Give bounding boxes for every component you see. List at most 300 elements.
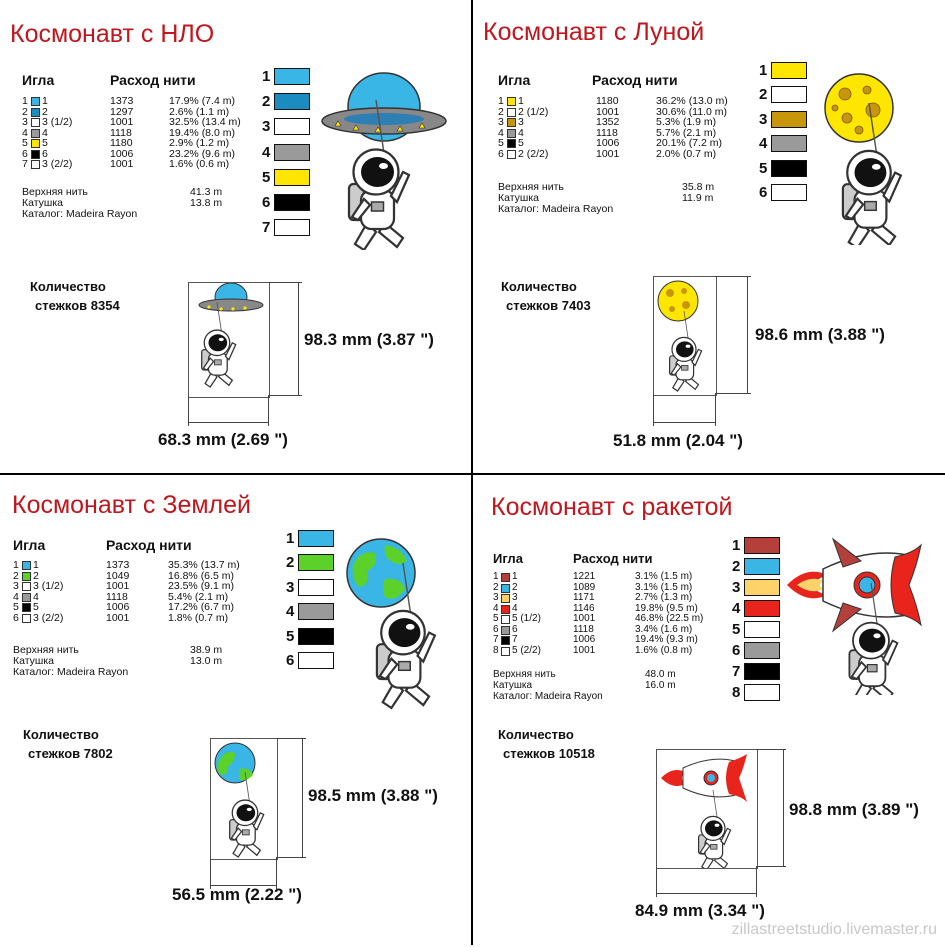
thread-row-number: 2 bbox=[13, 569, 19, 582]
thread-color-swatch bbox=[501, 626, 510, 635]
thread-color-swatch bbox=[507, 108, 516, 117]
stitch-value: 1352 bbox=[596, 116, 620, 128]
dimension-tick bbox=[715, 394, 716, 426]
palette-color-box bbox=[771, 86, 807, 103]
stitch-count-value: стежков 7802 bbox=[28, 746, 113, 761]
top-thread-label: Верхняя нить bbox=[13, 644, 79, 656]
palette-number: 5 bbox=[262, 168, 271, 186]
thread-header: Расход нити bbox=[110, 72, 196, 88]
palette-color-box bbox=[274, 219, 310, 236]
needle-value: 5 bbox=[33, 601, 39, 613]
thread-color-swatch bbox=[501, 605, 510, 614]
stitch-value: 1006 bbox=[110, 147, 134, 160]
thread-row-number: 2 bbox=[498, 105, 504, 118]
stitch-value: 1001 bbox=[596, 105, 620, 118]
rocket-astronaut-illustration bbox=[783, 535, 935, 695]
thread-row-number: 8 bbox=[493, 644, 499, 656]
bobbin-value: 13.8 m bbox=[190, 197, 223, 209]
thread-row-number: 1 bbox=[13, 559, 19, 571]
palette-number: 1 bbox=[286, 530, 295, 547]
height-dimension-line bbox=[783, 749, 784, 867]
top-thread-label: Верхняя нить bbox=[498, 181, 564, 193]
stitch-value: 1373 bbox=[110, 95, 134, 107]
dimension-tick bbox=[276, 738, 306, 739]
palette-number: 4 bbox=[759, 135, 768, 153]
needle-value: 4 bbox=[518, 126, 524, 139]
usage-value: 19.4% (9.3 m) bbox=[635, 634, 698, 645]
thread-row bbox=[493, 646, 753, 657]
height-dimension: 98.3 mm (3.87 ") bbox=[304, 330, 434, 349]
dimension-tick bbox=[656, 867, 657, 897]
thread-row-number: 2 bbox=[22, 105, 28, 118]
thread-color-swatch bbox=[31, 108, 40, 117]
palette-number: 4 bbox=[732, 600, 741, 617]
usage-value: 36.2% (13.0 m) bbox=[656, 95, 728, 107]
thread-header: Расход нити bbox=[573, 551, 653, 566]
stitch-value: 1118 bbox=[596, 126, 618, 139]
top-thread-value: 38.9 m bbox=[190, 644, 223, 656]
palette-color-box bbox=[771, 135, 807, 152]
dimension-tick bbox=[268, 282, 302, 283]
thread-row-number: 5 bbox=[498, 137, 504, 149]
needle-header: Игла bbox=[13, 537, 46, 553]
dimension-tick bbox=[653, 394, 654, 426]
palette-color-box bbox=[298, 652, 334, 669]
needle-value: 3 bbox=[512, 592, 518, 603]
palette-number: 5 bbox=[732, 621, 741, 638]
stitch-count-value: стежков 7403 bbox=[506, 298, 591, 313]
stitch-count-label: Количество bbox=[501, 279, 577, 294]
palette-color-box bbox=[744, 642, 780, 659]
thread-row bbox=[498, 96, 758, 107]
thread-row-number: 6 bbox=[22, 147, 28, 160]
palette-number: 6 bbox=[262, 193, 271, 211]
needle-header: Игла bbox=[493, 551, 523, 566]
thread-row-number: 2 bbox=[493, 581, 499, 593]
usage-value: 5.4% (2.1 m) bbox=[168, 590, 229, 603]
stitch-value: 1006 bbox=[573, 634, 596, 645]
bobbin-label: Катушка bbox=[13, 655, 54, 667]
usage-value: 5.7% (2.1 m) bbox=[656, 126, 717, 139]
earth-astronaut-illustration bbox=[345, 535, 465, 715]
thread-row-number: 7 bbox=[22, 158, 28, 170]
thread-rows bbox=[22, 96, 282, 170]
stitch-value: 1180 bbox=[596, 95, 619, 107]
palette-color-box bbox=[744, 684, 780, 701]
palette-color-box bbox=[298, 603, 334, 620]
palette-color-box bbox=[274, 68, 310, 85]
panel-title: Космонавт с Луной bbox=[483, 18, 705, 46]
palette-color-box bbox=[744, 579, 780, 596]
thread-color-swatch bbox=[31, 160, 40, 169]
palette-color-box bbox=[744, 621, 780, 638]
stitch-value: 1180 bbox=[110, 137, 133, 149]
thread-color-swatch bbox=[31, 150, 40, 159]
palette-number: 6 bbox=[759, 183, 768, 201]
thread-rows bbox=[13, 560, 273, 623]
stitch-count-label: Количество bbox=[23, 727, 99, 742]
usage-value: 23.2% (9.6 m) bbox=[169, 147, 235, 160]
palette-number: 1 bbox=[262, 68, 271, 85]
usage-value: 5.3% (1.9 m) bbox=[656, 116, 717, 128]
palette-number: 4 bbox=[262, 143, 271, 161]
palette-color-box bbox=[274, 169, 310, 186]
thread-row-number: 1 bbox=[498, 95, 504, 107]
needle-value: 4 bbox=[42, 126, 48, 139]
thread-row bbox=[498, 138, 758, 149]
thread-row bbox=[493, 625, 753, 636]
needle-value: 1 bbox=[512, 571, 518, 582]
stitch-value: 1001 bbox=[573, 644, 596, 656]
stitch-count-value: стежков 8354 bbox=[35, 298, 120, 313]
usage-value: 1.6% (0.6 m) bbox=[169, 158, 230, 170]
needle-value: 1 bbox=[518, 95, 524, 107]
needle-value: 6 bbox=[512, 623, 518, 635]
palette-color-box bbox=[274, 194, 310, 211]
thread-row bbox=[22, 96, 282, 107]
palette-color-box bbox=[744, 600, 780, 617]
dimension-tick bbox=[756, 866, 786, 867]
needle-value: 4 bbox=[33, 590, 39, 603]
stitch-value: 1001 bbox=[110, 116, 134, 128]
needle-value: 3 (1/2) bbox=[42, 116, 73, 128]
thread-color-swatch bbox=[507, 129, 516, 138]
thread-row bbox=[13, 581, 273, 592]
thread-rows bbox=[493, 572, 753, 656]
stitch-value: 1001 bbox=[106, 580, 130, 592]
needle-value: 3 (2/2) bbox=[42, 158, 73, 170]
usage-value: 46.8% (22.5 m) bbox=[635, 613, 704, 624]
width-dimension: 51.8 mm (2.04 ") bbox=[613, 431, 743, 450]
stitch-value: 1297 bbox=[110, 105, 134, 118]
height-dimension: 98.5 mm (3.88 ") bbox=[308, 786, 438, 805]
watermark: zillastreetstudio.livemaster.ru bbox=[731, 921, 937, 938]
bobbin-label: Катушка bbox=[498, 192, 539, 204]
thread-color-swatch bbox=[31, 118, 40, 127]
usage-value: 32.5% (13.4 m) bbox=[169, 116, 241, 128]
palette-color-box bbox=[298, 628, 334, 645]
stitch-value: 1001 bbox=[110, 158, 134, 170]
needle-value: 3 (1/2) bbox=[33, 580, 64, 592]
panel-earth bbox=[0, 475, 472, 947]
width-dimension: 68.3 mm (2.69 ") bbox=[158, 430, 288, 449]
usage-value: 3.4% (1.6 m) bbox=[635, 623, 693, 635]
bobbin-label: Катушка bbox=[493, 680, 533, 691]
dimension-tick bbox=[715, 276, 751, 277]
palette-number: 4 bbox=[286, 603, 295, 621]
palette-color-box bbox=[771, 111, 807, 128]
needle-value: 2 (2/2) bbox=[518, 147, 549, 160]
moon-astronaut-illustration bbox=[821, 70, 931, 245]
design-preview bbox=[210, 738, 278, 860]
needle-value: 5 bbox=[42, 137, 48, 149]
stitch-count bbox=[23, 725, 113, 763]
needle-value: 1 bbox=[33, 559, 39, 571]
palette-number: 2 bbox=[286, 554, 295, 572]
palette-number: 3 bbox=[262, 118, 271, 136]
dimension-tick bbox=[756, 749, 786, 750]
panel-moon bbox=[473, 0, 945, 472]
top-thread-label: Верхняя нить bbox=[22, 186, 88, 198]
needle-value: 1 bbox=[42, 95, 48, 107]
thread-row-number: 3 bbox=[22, 116, 28, 128]
thread-color-swatch bbox=[507, 97, 516, 106]
usage-value: 23.5% (9.1 m) bbox=[168, 580, 234, 592]
stitch-value: 1373 bbox=[106, 559, 130, 571]
palette-color-box bbox=[744, 663, 780, 680]
usage-value: 30.6% (11.0 m) bbox=[656, 105, 728, 118]
usage-value: 2.7% (1.3 m) bbox=[635, 592, 693, 603]
thread-color-swatch bbox=[22, 603, 31, 612]
usage-value: 17.9% (7.4 m) bbox=[169, 95, 235, 107]
panel-ufo bbox=[0, 0, 472, 472]
palette-color-box bbox=[298, 530, 334, 547]
stitch-count bbox=[498, 725, 595, 763]
usage-value: 16.8% (6.5 m) bbox=[168, 569, 234, 582]
stitch-count bbox=[501, 277, 591, 315]
thread-row-number: 5 bbox=[493, 613, 499, 624]
palette-number: 2 bbox=[732, 558, 741, 575]
needle-value: 2 bbox=[33, 569, 39, 582]
dimension-tick bbox=[276, 857, 306, 858]
stitch-value: 1118 bbox=[573, 623, 594, 635]
thread-row-number: 4 bbox=[22, 126, 28, 139]
palette-color-box bbox=[274, 118, 310, 135]
bobbin-value: 16.0 m bbox=[645, 680, 676, 691]
palette-color-box bbox=[744, 558, 780, 575]
usage-value: 19.8% (9.5 m) bbox=[635, 602, 698, 614]
palette-color-box bbox=[771, 62, 807, 79]
thread-row bbox=[498, 149, 758, 160]
palette-color-box bbox=[771, 160, 807, 177]
thread-row-number: 6 bbox=[493, 623, 499, 635]
thread-color-swatch bbox=[501, 636, 510, 645]
panel-rocket bbox=[473, 475, 945, 947]
top-thread-label: Верхняя нить bbox=[493, 669, 556, 680]
stitch-value: 1001 bbox=[573, 613, 596, 624]
thread-row bbox=[498, 107, 758, 118]
palette-number: 6 bbox=[732, 642, 741, 659]
top-thread-value: 41.3 m bbox=[190, 186, 223, 198]
height-dimension-line bbox=[298, 282, 299, 396]
usage-value: 3.1% (1.5 m) bbox=[635, 571, 693, 582]
thread-color-swatch bbox=[22, 593, 31, 602]
palette-number: 6 bbox=[286, 651, 295, 669]
height-dimension: 98.6 mm (3.88 ") bbox=[755, 325, 885, 344]
palette-number: 2 bbox=[759, 86, 768, 104]
stitch-count-label: Количество bbox=[30, 279, 106, 294]
width-dimension-line bbox=[653, 422, 715, 423]
height-dimension: 98.8 mm (3.89 ") bbox=[789, 800, 919, 819]
bobbin-label: Катушка bbox=[22, 197, 63, 209]
thread-row-number: 1 bbox=[22, 95, 28, 107]
stitch-value: 1146 bbox=[573, 602, 595, 614]
palette-color-box bbox=[298, 579, 334, 596]
design-preview bbox=[653, 276, 717, 396]
thread-row bbox=[493, 572, 753, 583]
width-dimension-line bbox=[656, 893, 756, 894]
thread-row-number: 4 bbox=[493, 602, 499, 614]
thread-summary bbox=[13, 644, 223, 678]
thread-color-swatch bbox=[22, 582, 31, 591]
thread-summary bbox=[498, 181, 715, 215]
palette-number: 1 bbox=[759, 62, 768, 79]
stitch-value: 1001 bbox=[106, 611, 130, 624]
height-dimension-line bbox=[747, 276, 748, 394]
palette-number: 3 bbox=[286, 578, 295, 596]
panel-title: Космонавт с ракетой bbox=[491, 493, 733, 521]
stitch-value: 1221 bbox=[573, 571, 596, 582]
stitch-value: 1171 bbox=[573, 592, 595, 603]
thread-row bbox=[13, 560, 273, 571]
thread-row-number: 4 bbox=[13, 590, 19, 603]
catalog-label: Каталог: Madeira Rayon bbox=[493, 691, 603, 702]
thread-row bbox=[493, 583, 753, 594]
stitch-count-label: Количество bbox=[498, 727, 574, 742]
palette-number: 5 bbox=[759, 159, 768, 177]
thread-row bbox=[13, 592, 273, 603]
catalog-label: Каталог: Madeira Rayon bbox=[13, 666, 129, 678]
stitch-value: 1089 bbox=[573, 581, 596, 593]
palette-number: 7 bbox=[732, 663, 741, 680]
thread-color-swatch bbox=[501, 584, 510, 593]
thread-row bbox=[13, 613, 273, 624]
thread-row-number: 5 bbox=[22, 137, 28, 149]
top-thread-value: 35.8 m bbox=[682, 181, 715, 193]
thread-color-swatch bbox=[501, 594, 510, 603]
thread-row-number: 1 bbox=[493, 571, 499, 582]
catalog-label: Каталог: Madeira Rayon bbox=[22, 208, 138, 220]
needle-value: 2 bbox=[42, 105, 48, 118]
bobbin-value: 13.0 m bbox=[190, 655, 223, 667]
needle-value: 5 (1/2) bbox=[512, 613, 541, 624]
stitch-value: 1001 bbox=[596, 147, 620, 160]
thread-row bbox=[493, 635, 753, 646]
thread-row bbox=[22, 159, 282, 170]
needle-value: 4 bbox=[512, 602, 518, 614]
palette-number: 2 bbox=[262, 93, 271, 111]
thread-color-swatch bbox=[22, 561, 31, 570]
thread-row-number: 7 bbox=[493, 634, 499, 645]
thread-row bbox=[22, 138, 282, 149]
palette-number: 5 bbox=[286, 627, 295, 645]
thread-summary bbox=[493, 669, 676, 702]
thread-color-swatch bbox=[22, 572, 31, 581]
thread-row-number: 6 bbox=[498, 147, 504, 160]
usage-value: 2.0% (0.7 m) bbox=[656, 147, 717, 160]
thread-row bbox=[498, 117, 758, 128]
width-dimension: 56.5 mm (2.22 ") bbox=[172, 885, 302, 904]
palette-color-box bbox=[274, 144, 310, 161]
thread-summary bbox=[22, 186, 223, 220]
stitch-value: 1006 bbox=[596, 137, 620, 149]
usage-value: 20.1% (7.2 m) bbox=[656, 137, 722, 149]
thread-rows bbox=[498, 96, 758, 159]
thread-row-number: 3 bbox=[13, 580, 19, 592]
stitch-count-value: стежков 10518 bbox=[503, 746, 595, 761]
palette-number: 3 bbox=[732, 579, 741, 596]
panel-title: Космонавт с Землей bbox=[12, 491, 251, 519]
thread-row bbox=[493, 614, 753, 625]
thread-row-number: 3 bbox=[493, 592, 499, 603]
thread-color-swatch bbox=[501, 573, 510, 582]
thread-color-swatch bbox=[507, 118, 516, 127]
thread-color-swatch bbox=[501, 647, 510, 656]
stitch-count bbox=[30, 277, 120, 315]
thread-row-number: 4 bbox=[498, 126, 504, 139]
needle-value: 3 bbox=[518, 116, 524, 128]
needle-value: 7 bbox=[512, 634, 518, 645]
palette-number: 1 bbox=[732, 537, 741, 554]
palette-number: 7 bbox=[262, 219, 271, 237]
thread-row bbox=[493, 593, 753, 604]
palette-color-box bbox=[274, 93, 310, 110]
usage-value: 2.6% (1.1 m) bbox=[169, 105, 230, 118]
stitch-value: 1049 bbox=[106, 569, 130, 582]
needle-value: 2 bbox=[512, 581, 518, 593]
needle-value: 2 (1/2) bbox=[518, 105, 549, 118]
dimension-tick bbox=[268, 395, 302, 396]
design-preview bbox=[188, 282, 270, 398]
thread-color-swatch bbox=[507, 139, 516, 148]
dimension-tick bbox=[756, 867, 757, 897]
usage-value: 1.8% (0.7 m) bbox=[168, 611, 229, 624]
needle-value: 5 (2/2) bbox=[512, 644, 541, 656]
design-preview bbox=[656, 749, 758, 869]
thread-color-swatch bbox=[31, 97, 40, 106]
thread-row-number: 3 bbox=[498, 116, 504, 128]
palette-number: 3 bbox=[759, 110, 768, 128]
thread-row-number: 6 bbox=[13, 611, 19, 624]
thread-row bbox=[22, 128, 282, 139]
palette-number: 8 bbox=[732, 684, 741, 701]
stitch-value: 1118 bbox=[106, 590, 128, 603]
usage-value: 1.6% (0.8 m) bbox=[635, 644, 693, 656]
thread-color-swatch bbox=[22, 614, 31, 623]
dimension-tick bbox=[268, 396, 269, 426]
needle-value: 3 (2/2) bbox=[33, 611, 64, 624]
dimension-tick bbox=[188, 396, 189, 426]
thread-row bbox=[22, 117, 282, 128]
usage-value: 2.9% (1.2 m) bbox=[169, 137, 230, 149]
needle-header: Игла bbox=[22, 72, 55, 88]
thread-color-swatch bbox=[507, 150, 516, 159]
ufo-astronaut-illustration bbox=[318, 65, 453, 250]
thread-color-swatch bbox=[31, 139, 40, 148]
bobbin-value: 11.9 m bbox=[682, 192, 714, 204]
thread-row-number: 5 bbox=[13, 601, 19, 613]
height-dimension-line bbox=[302, 738, 303, 858]
top-thread-value: 48.0 m bbox=[645, 669, 676, 680]
needle-header: Игла bbox=[498, 72, 531, 88]
thread-row bbox=[13, 602, 273, 613]
thread-header: Расход нити bbox=[106, 537, 192, 553]
usage-value: 35.3% (13.7 m) bbox=[168, 559, 240, 571]
needle-value: 5 bbox=[518, 137, 524, 149]
usage-value: 19.4% (8.0 m) bbox=[169, 126, 235, 139]
usage-value: 3.1% (1.5 m) bbox=[635, 581, 693, 593]
usage-value: 17.2% (6.7 m) bbox=[168, 601, 234, 613]
palette-color-box bbox=[771, 184, 807, 201]
stitch-value: 1006 bbox=[106, 601, 130, 613]
palette-color-box bbox=[298, 554, 334, 571]
width-dimension: 84.9 mm (3.34 ") bbox=[635, 901, 765, 920]
thread-color-swatch bbox=[31, 129, 40, 138]
needle-value: 6 bbox=[42, 147, 48, 160]
dimension-tick bbox=[715, 393, 751, 394]
thread-color-swatch bbox=[501, 615, 510, 624]
panel-title: Космонавт с НЛО bbox=[10, 20, 215, 48]
